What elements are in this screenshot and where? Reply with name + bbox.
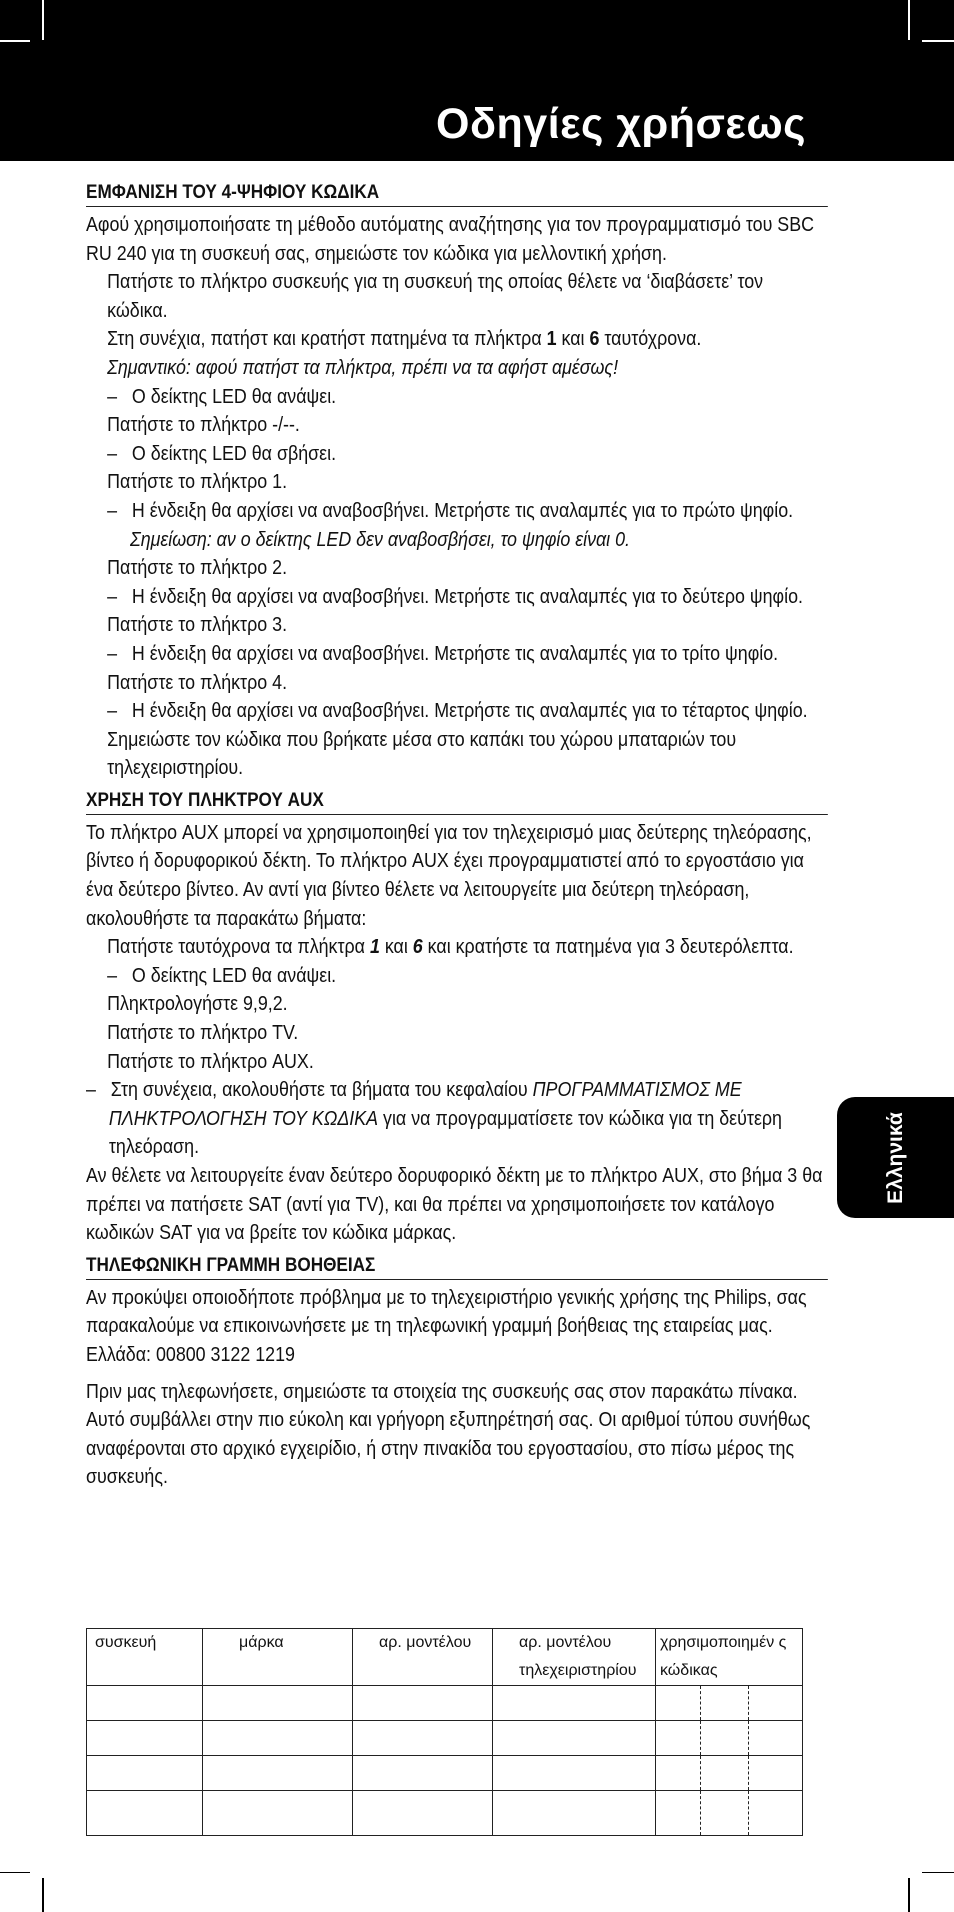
result-line: – Ο δείκτης LED θα ανάψει. (107, 385, 337, 408)
crop-mark (922, 1872, 954, 1873)
paragraph: Αν θέλετε να λειτουργείτε έναν δεύτερο δορυφορικό δέκτη με το πλήκτρο AUX, στο βήμα 3 θα πρέπει να πατήσετε SAT (αντί για TV), και θα πρέπει να χρησιμοποιήσετε τον κατάλογο κωδικών SAT για να βρείτε τον κώδικα μάρκας. (86, 1165, 823, 1245)
table-row (87, 1756, 803, 1791)
crop-mark (42, 0, 44, 40)
step: Πατήστε το πλήκτρο 3. (107, 614, 288, 637)
important-note: Σημαντικό: αφού πατήστ τα πλήκτρα, πρέπι να τα αφήστ αμέσως! (107, 356, 619, 379)
crop-mark (908, 1878, 910, 1912)
table-header-row (87, 1629, 803, 1686)
step: Πατήστε το πλήκτρο 4. (107, 671, 288, 694)
document-body (86, 178, 823, 1492)
paragraph: Πριν μας τηλεφωνήσετε, σημειώστε τα στοιχεία της συσκευής σας στον παρακάτω πίνακα. Αυτό συμβάλλει στην πιο εύκολη και γρήγορη εξυπηρέτησή σας. Οι αριθμοί τύπου συνήθως αναφέρονται στο αρχικό εγχειρίδιο, ή στην πινακίδα του εργοστασίου, στο πίσω μέρος της συσκευής. (86, 1380, 811, 1489)
table-row (87, 1791, 803, 1836)
step: Πατήστε ταυτόχρονα τα πλήκτρα 1 και 6 και κρατήστε τα πατημένα για 3 δευτερόλεπτα. (107, 936, 794, 959)
step: Σημειώστε τον κώδικα που βρήκατε μέσα στο καπάκι του χώρου μπαταριών του τηλεχειριστηρίου. (107, 728, 737, 780)
crop-mark (0, 1872, 30, 1873)
crop-mark (0, 40, 30, 42)
step: Πατήστε το πλήκτρο AUX. (107, 1050, 314, 1073)
step: Πατήστε το πλήκτρο 1. (107, 471, 288, 494)
section-heading-aux: ΧΡΗΣΗ ΤΟΥ ΠΛΗΚΤΡΟΥ AUX (86, 786, 828, 815)
step: Πληκτρολογήστε 9,9,2. (107, 993, 288, 1016)
step: Στη συνέχια, πατήστ και κρατήστ πατημένα τα πλήκτρα 1 και 6 ταυτόχρονα. (107, 328, 702, 351)
paragraph: Το πλήκτρο AUX μπορεί να χρησιμοποιηθεί για τον τηλεχειρισμό μιας δεύτερης τηλεόρασης, βίντεο ή δορυφορικού δέκτη. Το πλήκτρο AUX έχει προγραμματιστεί από το εργοστάσιο για ένα δεύτερο βίντεο. Αν αντί για βίντεο θέλετε να λειτουργείτε μια δεύτερη τηλεόραση, ακολουθήστε τα παρακάτω βήματα: (86, 821, 812, 930)
table-header-cell: συσκευή (87, 1629, 203, 1686)
result-line: – Η ένδειξη θα αρχίσει να αναβοσβήνει. Μετρήστε τις αναλαμπές για το τέταρτος ψηφίο. (107, 700, 808, 723)
paragraph: Αν προκύψει οποιοδήποτε πρόβλημα με το τηλεχειριστήριο γενικής χρήσης της Philips, σας παρακαλούμε να επικοινωνήσετε με τη τηλεφωνική γραμμή βοήθειας της εταιρείας μας. Ελλάδα: 00800 3122 1219 (86, 1286, 807, 1366)
crop-mark (908, 0, 910, 40)
crop-mark (922, 40, 954, 42)
table-header-cell: αρ. μοντέλου (353, 1629, 493, 1686)
step: Πατήστε το πλήκτρο TV. (107, 1022, 299, 1045)
table-row (87, 1686, 803, 1721)
section-heading-code-display: ΕΜΦΑΝΙΣΗ ΤΟΥ 4-ΨΗΦΙΟΥ ΚΩΔΙΚΑ (86, 178, 828, 207)
result-line: – Η ένδειξη θα αρχίσει να αναβοσβήνει. Μετρήστε τις αναλαμπές για το δεύτερο ψηφίο. (107, 585, 803, 608)
result-line: – Ο δείκτης LED θα σβήσει. (107, 442, 337, 465)
result-line: – Στη συνέχεια, ακολουθήστε τα βήματα του κεφαλαίου ΠΡΟΓΡΑΜΜΑΤΙΣΜΟΣ ΜΕ ΠΛΗΚΤΡΟΛΟΓΗΣΗ ΤΟΥ ΚΩΔΙΚΑ για να προγραμματίσετε τον κώδικα για τη δεύτερη τηλεόραση. (86, 1079, 782, 1159)
page-title: Οδηγίες χρήσεως (436, 100, 806, 148)
result-line: – Η ένδειξη θα αρχίσει να αναβοσβήνει. Μετρήστε τις αναλαμπές για το πρώτο ψηφίο. Σημείωση: αν ο δείκτης LED δεν αναβοσβήσει, το ψηφίο είναι 0. (107, 499, 794, 551)
table-header-cell: αρ. μοντέλου τηλεχειριστηρίου (493, 1629, 656, 1686)
device-info-table (86, 1628, 803, 1836)
step: Πατήστε το πλήκτρο -/--. (107, 414, 300, 437)
result-line: – Η ένδειξη θα αρχίσει να αναβοσβήνει. Μετρήστε τις αναλαμπές για το τρίτο ψηφίο. (107, 642, 779, 665)
crop-mark (42, 1878, 44, 1912)
result-line: – Ο δείκτης LED θα ανάψει. (107, 964, 337, 987)
table-header-cell: χρησιμοποιημέν ς κώδικας (656, 1629, 803, 1686)
table-row (87, 1721, 803, 1756)
language-tab-label: Ελληνικά (883, 1111, 907, 1204)
language-tab (837, 1097, 954, 1218)
paragraph: Αφού χρησιμοποιήσατε τη μέθοδο αυτόματης αναζήτησης για τον προγραμματισμό του SBC RU 240 για τη συσκευή σας, σημειώστε τον κώδικα για μελλοντική χρήση. (86, 214, 815, 265)
step: Πατήστε το πλήκτρο συσκευής για τη συσκευή της οποίας θέλετε να ‘διαβάσετε’ τον κώδικα. (107, 271, 764, 322)
step: Πατήστε το πλήκτρο 2. (107, 557, 288, 580)
section-heading-helpline: ΤΗΛΕΦΩΝΙΚΗ ΓΡΑΜΜΗ ΒΟΗΘΕΙΑΣ (86, 1251, 828, 1280)
table-header-cell: μάρκα (203, 1629, 353, 1686)
